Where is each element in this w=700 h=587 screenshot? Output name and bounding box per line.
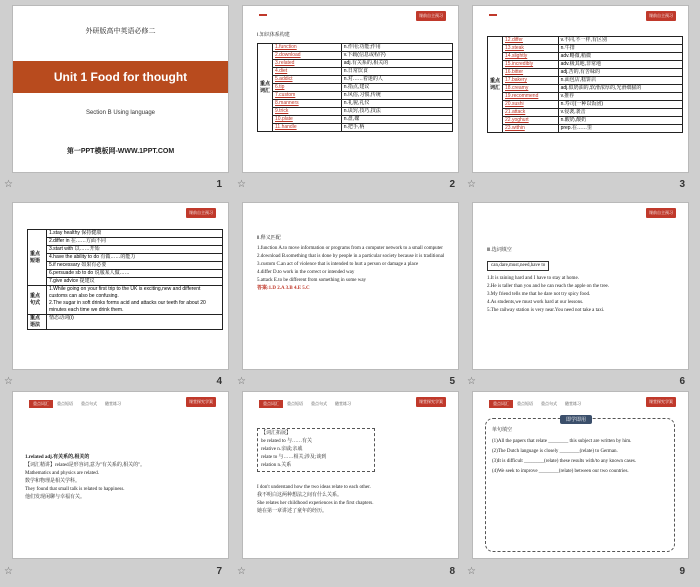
slide-caption-1: [0, 175, 230, 200]
section-tag: 课前自主预习: [646, 11, 676, 21]
slide-number: 6: [679, 376, 685, 387]
matching-list: 1.function A.to move information or programs from a computer network to a small computer 2.download B.something that is done by people in a particular society because it is traditional 3.custom C.an act of violence that is intended to hurt a person or damage a place 4.differ D.to work in the correct or intended way 5.attack E.to be different from something in some way 答案:1.D 2.A 3.B 4.E 5.C: [257, 245, 447, 293]
extension-box: 【词汇拓展】 be related to 与……有关 relative n.亲戚;亲戚 relate to 与……相关;涉及;谈到 relation n.关系: [257, 428, 375, 472]
sentences-side-label: 重点句式: [28, 286, 47, 315]
unit-title: Unit 1 Food for thought: [53, 70, 188, 84]
section-tag: 课堂探究学案: [186, 397, 216, 407]
slide-number: 4: [216, 376, 222, 387]
section-tag: 课堂探究学案: [646, 397, 676, 407]
slide-thumbnail-3[interactable]: [473, 6, 688, 172]
section-heading: Ⅲ.选词填空: [487, 248, 512, 253]
slide-star-icon: ☆: [237, 376, 246, 387]
slide-caption-2: [233, 175, 463, 200]
slide-star-icon: ☆: [4, 179, 13, 190]
tab-strip: [259, 14, 283, 16]
slide-star-icon: ☆: [237, 179, 246, 190]
slide-caption-7: [0, 562, 230, 587]
slide-thumbnail-6[interactable]: [473, 203, 688, 369]
slide-caption-9: [463, 562, 693, 587]
tab-strip: [489, 14, 513, 16]
fill-in-list: 1.It is raining hard and I have to stay at home. 2.He is taller than you and he can reach the apple on the tree. 3.My friend tells me that he dare not try spicy food. 4.As students,we must work hard at our lessons. 5.The railway station is very near.You need not take a taxi.: [487, 276, 610, 313]
word-box: can,dare,must,need,have to: [487, 261, 549, 271]
summary-table: 重点短语 1.stay healthy 保持健康 2.differ in 在……方面不同 3.start with 以……开始 4.have the ability to do 有做……的能力 5.if necessary 如果有必要 6.persuade sb to do 说服某人做…… 7.give advice 提建议 重点句式 1.While going on your first trip to the UK is exciting,new and different customs can also be confusing. 2.The sugar in soft drinks forms acid and attacks our teeth for about 20 minutes each time we drink them. 重点语法 情态动词(Ⅰ): [27, 229, 223, 330]
vocab-table: 重点词汇 1.function n.作用;功能;作用 2.download v.下载(信息或程序) 3.related adj.有关系的,相关的 4.diet n.日常饮食 5.addict n.对……着迷的人 6.tip n.指点,建议 7.custom n.风俗,习惯,传统 8.manners n.礼貌,礼仪 9.trick n.诀窍,技巧,技法 10.plate n.盘,碟 11.handle n.把手,柄: [257, 43, 453, 132]
unit-banner: [13, 61, 228, 93]
grammar-side-label: 重点语法: [28, 315, 47, 330]
phrases-side-label: 重点短语: [28, 230, 47, 286]
tab-strip: 重点词汇 重点短语 重点句式 随堂练习: [259, 400, 355, 408]
slide-thumbnail-1[interactable]: [13, 6, 228, 172]
section-heading: Ⅰ.知识体系构建: [257, 33, 290, 38]
slide-thumbnail-7[interactable]: [13, 392, 228, 558]
exercise-card: [485, 418, 675, 552]
slide-number: 9: [679, 566, 685, 577]
practice-badge: 即学即用: [560, 415, 592, 424]
slide-thumbnail-2[interactable]: [243, 6, 458, 172]
section-heading: Ⅱ.释义匹配: [257, 236, 281, 241]
table-side-label: 重点词汇: [258, 44, 273, 132]
slide-number: 3: [679, 179, 685, 190]
tab-strip: 重点词汇 重点短语 重点句式 随堂练习: [29, 400, 125, 408]
explanation-text: 1.related adj.有关系的,相关的 【词汇精讲】related是形容词,意为"有关系的,相关的"。 Mathematics and physics are related. 数学和物理是相关学科。 They found that small talk is related to happiness. 他们发现闲聊与幸福有关。: [25, 455, 146, 500]
exercise-items: (1)All the papers that relate ________ this subject are written by him. (2)The Dutch language is closely ________(relate) to German. (3)It is difficult ________(relate) these results with/to any known cases. (4)We seek to improve ________(relate) between our two countries.: [492, 439, 637, 474]
slide-number: 8: [449, 566, 455, 577]
site-credit: 第一PPT模板网-WWW.1PPT.COM: [66, 148, 175, 155]
vocab-table: 重点词汇 12.differ v.不同,不一样,有区别 13.steak n.牛排 14.slightly adv.略微,稍微 15.incredibly adv.极其地,非常地 16.bitter adj.苦的,有苦味的 17.bakery n.面包店,糕饼店 18.creamy adj.似奶油的,软滑浓厚的,光滑细腻的 19.recommend v.推荐 20.sushi n.寿司(一种以饭团) 21.attack v.侵袭,袭击 22.yoghurt n.酸奶,酸奶 23.within prep.在……里: [487, 36, 683, 133]
slide-number: 2: [449, 179, 455, 190]
example-sentences: I don't understand how the two ideas relate to each other. 我不明白这两种想法之间有什么关系。 She relates her childhood experiences in the first chapters. 她在第一章讲述了童年的经历。: [257, 485, 374, 514]
answer-key: 答案:1.D 2.A 3.B 4.E 5.C: [257, 286, 310, 291]
slide-star-icon: ☆: [467, 179, 476, 190]
slide-number: 7: [216, 566, 222, 577]
slide-star-icon: ☆: [467, 566, 476, 577]
slide-star-icon: ☆: [467, 376, 476, 387]
course-title: 外研版高中英语必修二: [85, 28, 156, 35]
slide-thumbnail-4[interactable]: [13, 203, 228, 369]
slide-thumbnail-9[interactable]: [473, 392, 688, 558]
section-tag: 课前自主预习: [646, 208, 676, 218]
table-side-label: 重点词汇: [488, 37, 503, 133]
slide-thumbnail-8[interactable]: [243, 392, 458, 558]
slide-star-icon: ☆: [4, 566, 13, 577]
exercise-title: 单句填空: [492, 428, 513, 433]
slide-star-icon: ☆: [4, 376, 13, 387]
slide-number: 5: [449, 376, 455, 387]
slide-star-icon: ☆: [237, 566, 246, 577]
section-title: Section B Using language: [85, 110, 156, 116]
section-tag: 课前自主预习: [186, 208, 216, 218]
slide-caption-3: [463, 175, 693, 200]
section-tag: 课堂探究学案: [416, 397, 446, 407]
section-tag: 课前自主预习: [416, 11, 446, 21]
slide-number: 1: [216, 179, 222, 190]
tab-strip: 重点词汇 重点短语 重点句式 随堂练习: [489, 400, 585, 408]
slide-thumbnail-5[interactable]: [243, 203, 458, 369]
slide-caption-8: [233, 562, 463, 587]
